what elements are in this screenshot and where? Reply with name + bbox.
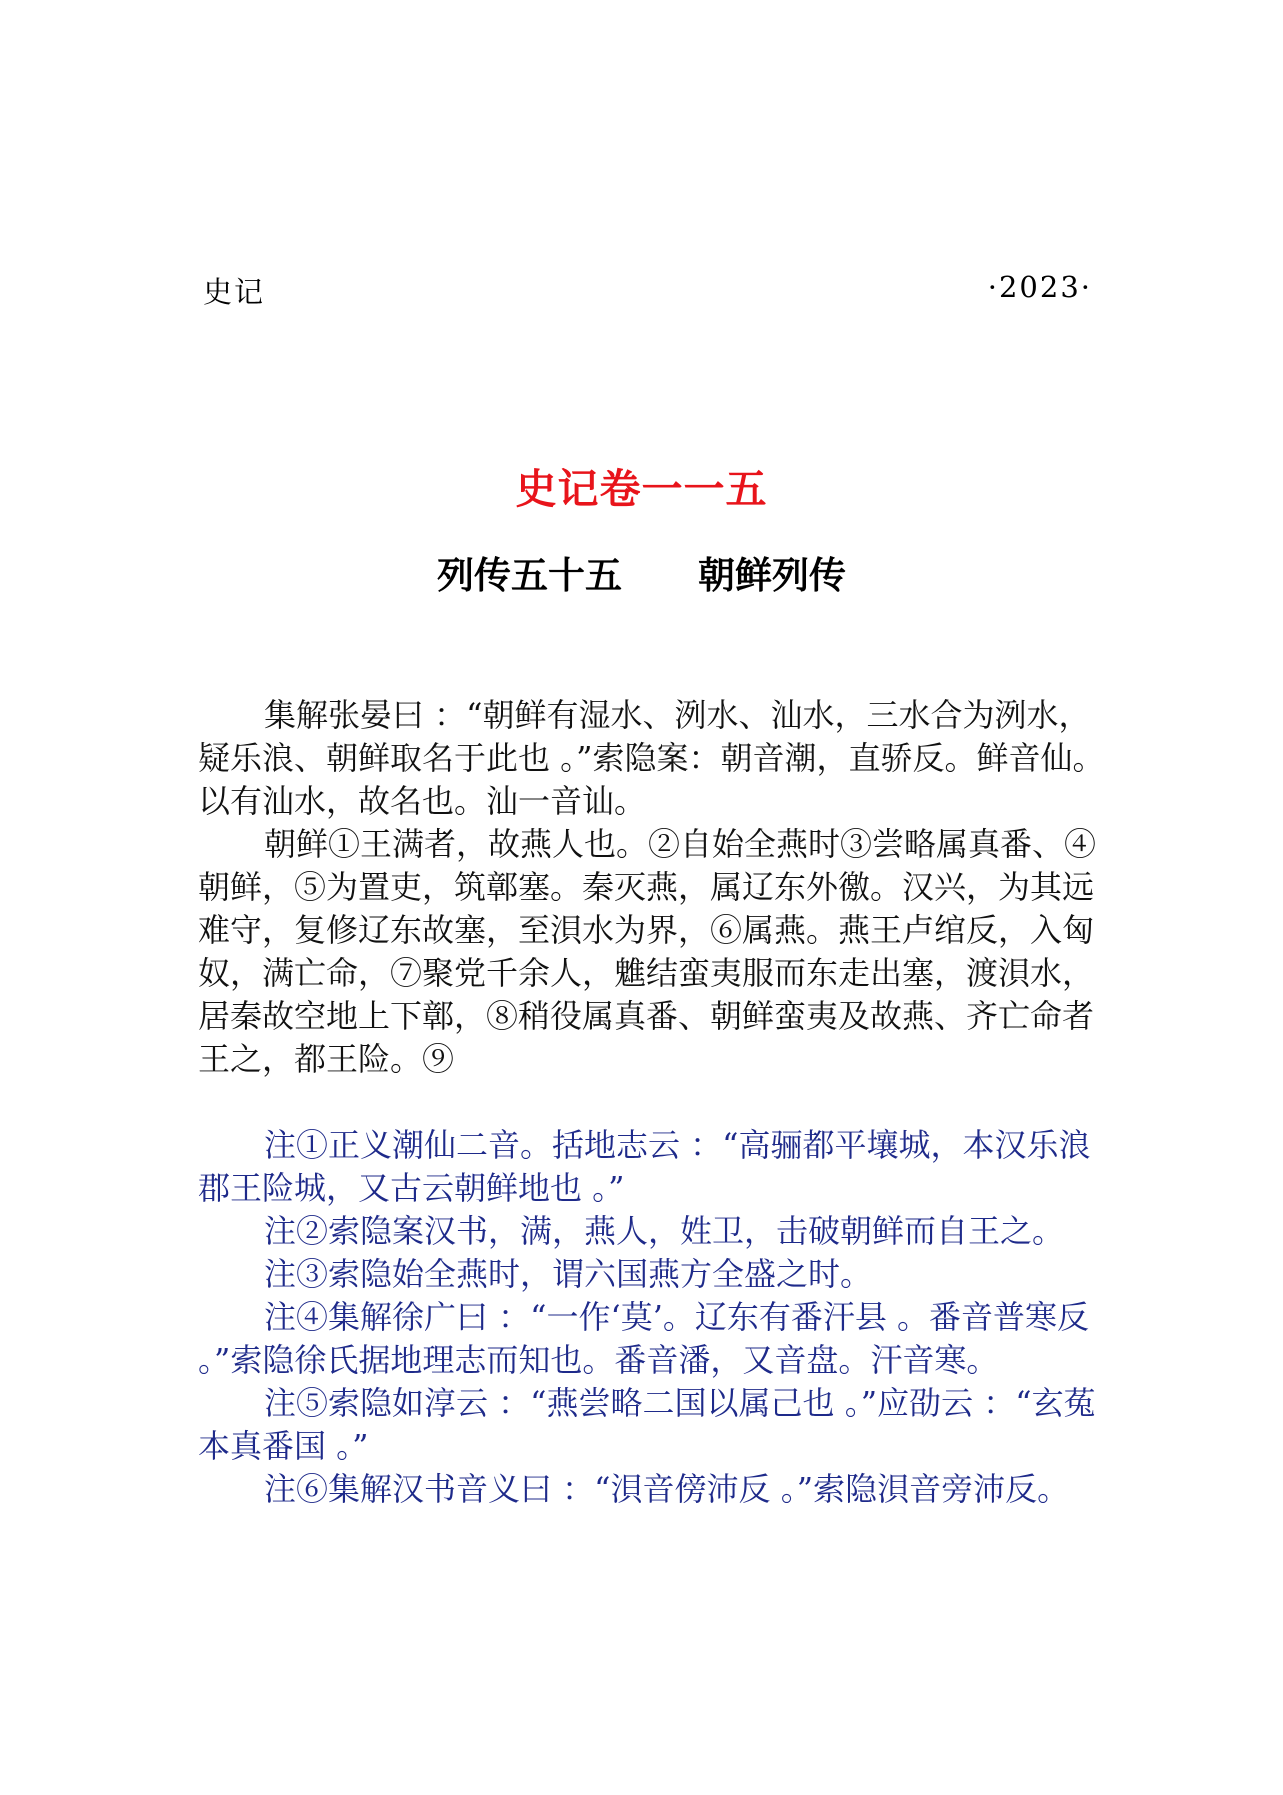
main-text bbox=[198, 694, 1108, 1081]
chapter-title bbox=[0, 545, 1283, 599]
note-5: 注⑤索隐如淳云 ：“燕尝略二国以属己也 。”应劭云 ：“玄菟本真番国 。” bbox=[198, 1384, 1096, 1465]
page-number: ·2023· bbox=[987, 270, 1092, 304]
annotation-notes bbox=[198, 1124, 1108, 1511]
note-2: 注②索隐案汉书，满，燕人，姓卫，击破朝鲜而自王之。 bbox=[264, 1212, 1065, 1250]
running-head-book-title: 史记 bbox=[203, 275, 266, 309]
volume-title: 史记卷一一五 bbox=[515, 465, 768, 513]
note-6: 注⑥集解汉书音义曰 ：“浿音傍沛反 。”索隐浿音旁沛反。 bbox=[264, 1470, 1070, 1508]
chapter-name: 朝鲜列传 bbox=[698, 554, 846, 597]
note-4: 注④集解徐广曰 ：“一作‘莫’。辽东有番汗县 。番音普寒反 。”索隐徐氏据地理志而知也。番音潘，又音盘。汗音寒。 bbox=[198, 1298, 1090, 1379]
main-paragraph-2: 朝鲜①王满者，故燕人也。②自始全燕时③尝略属真番、④朝鲜，⑤为置吏，筑鄣塞。秦灭燕，属辽东外徼。汉兴，为其远难守，复修辽东故塞，至浿水为界，⑥属燕。燕王卢绾反，入匈奴，满亡命，⑦聚党千余人，魋结蛮夷服而东走出塞，渡浿水，居秦故空地上下鄣，⑧稍役属真番、朝鲜蛮夷及故燕、齐亡命者王之，都王险。⑨ bbox=[198, 825, 1097, 1078]
note-3: 注③索隐始全燕时，谓六国燕方全盛之时。 bbox=[264, 1255, 873, 1293]
chapter-series: 列传五十五 bbox=[437, 554, 622, 597]
note-1: 注①正义潮仙二音。括地志云 ：“高骊都平壤城，本汉乐浪郡王险城，又古云朝鲜地也 。” bbox=[198, 1126, 1091, 1207]
main-paragraph-1: 集解张晏曰 ：“朝鲜有湿水、洌水、汕水，三水合为洌水，疑乐浪、朝鲜取名于此也 。”索隐案：朝音潮，直骄反。鲜音仙。以有汕水，故名也。汕一音讪。 bbox=[198, 696, 1105, 820]
